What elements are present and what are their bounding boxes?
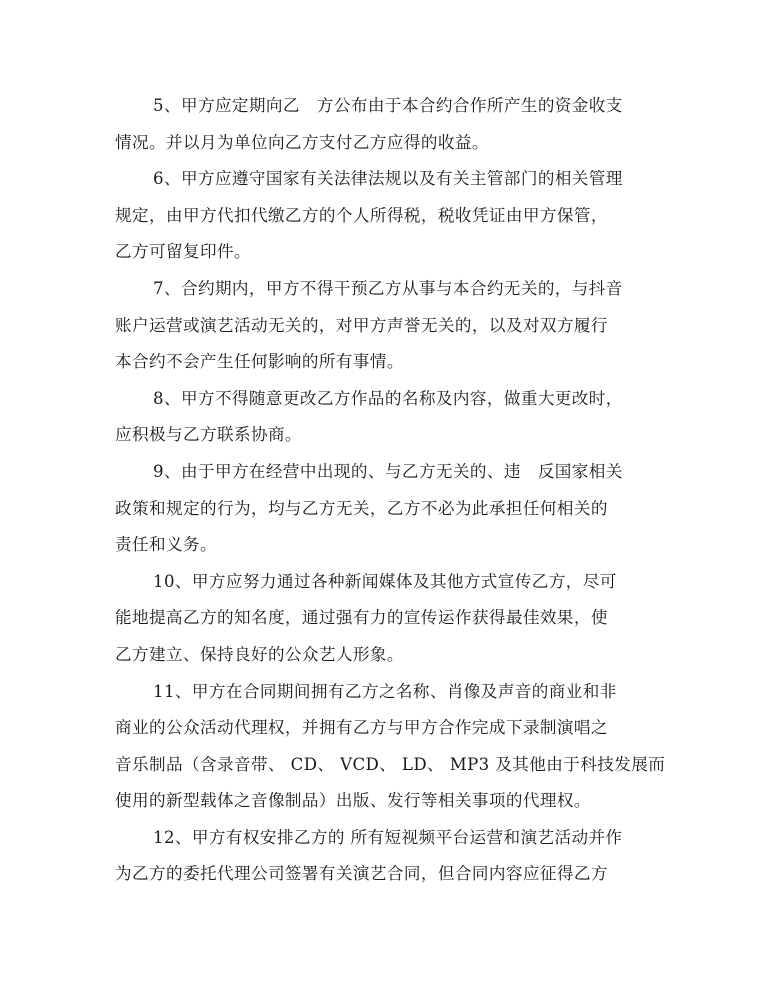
clause-line: 为乙方的委托代理公司签署有关演艺合同，但合同内容应征得乙方 bbox=[115, 864, 608, 884]
clause-line: 11、甲方在合同期间拥有乙方之名称、肖像及声音的商业和非 bbox=[153, 681, 617, 701]
clause-5 bbox=[115, 88, 660, 161]
clause-line: 责任和义务。 bbox=[115, 535, 217, 555]
clause-8 bbox=[115, 381, 660, 454]
clause-line: 本合约不会产生任何影响的所有事情。 bbox=[115, 352, 404, 372]
clause-line: 使用的新型载体之音像制品）出版、发行等相关事项的代理权。 bbox=[115, 791, 591, 811]
clause-line: 应积极与乙方联系协商。 bbox=[115, 425, 302, 445]
clause-line: 音乐制品（含录音带、 CD、 VCD、 LD、 MP3 及其他由于科技发展而 bbox=[115, 754, 666, 774]
clause-line: 6、甲方应遵守国家有关法律法规以及有关主管部门的相关管理 bbox=[153, 169, 623, 189]
clause-line: 情况。并以月为单位向乙方支付乙方应得的收益。 bbox=[115, 132, 489, 152]
clause-line: 10、甲方应努力通过各种新闻媒体及其他方式宣传乙方，尽可 bbox=[153, 571, 617, 591]
clause-11 bbox=[115, 674, 666, 820]
clause-line: 能地提高乙方的知名度，通过强有力的宣传运作获得最佳效果，使 bbox=[115, 608, 608, 628]
clause-line: 商业的公众活动代理权，并拥有乙方与甲方合作完成下录制演唱之 bbox=[115, 718, 608, 738]
document-page bbox=[115, 88, 666, 893]
clause-line: 乙方可留复印件。 bbox=[115, 242, 251, 262]
clause-line: 规定，由甲方代扣代缴乙方的个人所得税，税收凭证由甲方保管， bbox=[115, 205, 608, 225]
clause-line: 乙方建立、保持良好的公众艺人形象。 bbox=[115, 644, 404, 664]
clause-6 bbox=[115, 161, 660, 271]
clause-7 bbox=[115, 271, 660, 381]
clause-9 bbox=[115, 454, 660, 564]
clause-line: 9、由于甲方在经营中出现的、与乙方无关的、违 反国家相关 bbox=[153, 461, 623, 481]
clause-10 bbox=[115, 564, 660, 674]
clause-line: 7、合约期内，甲方不得干预乙方从事与本合约无关的，与抖音 bbox=[153, 278, 623, 298]
clause-line: 5、甲方应定期向乙 方公布由于本合约合作所产生的资金收支 bbox=[153, 96, 623, 115]
clause-line: 账户运营或演艺活动无关的，对甲方声誉无关的，以及对双方履行 bbox=[115, 315, 608, 335]
clause-line: 政策和规定的行为，均与乙方无关，乙方不必为此承担任何相关的 bbox=[115, 498, 608, 518]
clause-line: 12、甲方有权安排乙方的 所有短视频平台运营和演艺活动并作 bbox=[153, 827, 623, 847]
clause-line: 8、甲方不得随意更改乙方作品的名称及内容，做重大更改时， bbox=[153, 388, 623, 408]
clause-12 bbox=[115, 820, 660, 893]
